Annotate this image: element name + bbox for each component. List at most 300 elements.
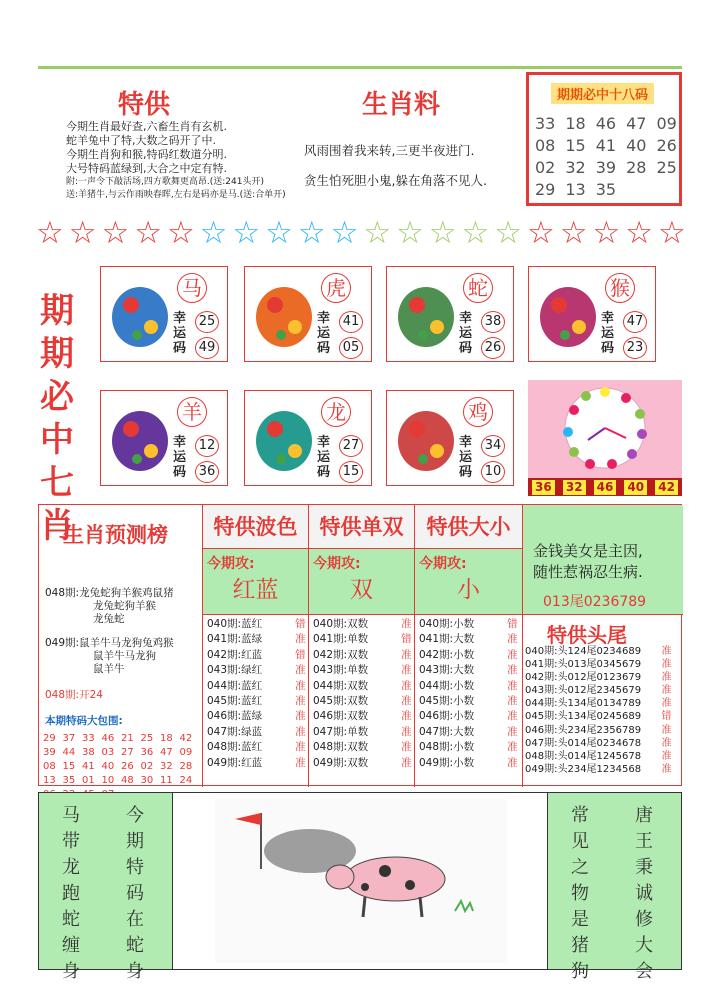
result-mark: 准 — [661, 737, 672, 749]
history-row — [207, 663, 306, 678]
package-number: 21 — [121, 733, 134, 744]
poem-char: 是 — [571, 909, 589, 930]
period-label: 046期: — [313, 710, 348, 723]
daxiao-attack-box — [415, 549, 522, 615]
period-value: 红蓝 — [241, 756, 263, 769]
star-row — [36, 216, 686, 250]
pig-illustration — [215, 799, 507, 963]
toutai-poem-box — [523, 505, 683, 615]
result-mark: 准 — [661, 646, 672, 657]
history-row — [207, 725, 306, 740]
star-icon: ☆ — [36, 215, 64, 251]
period-value: 单数 — [347, 664, 369, 677]
period-label: 049期: — [313, 756, 348, 769]
star-icon: ☆ — [657, 215, 686, 251]
history-row — [419, 663, 518, 678]
box18-number: 40 — [626, 136, 647, 155]
toutai-rows — [525, 645, 671, 776]
history-row — [525, 737, 671, 750]
papercut-art — [393, 275, 459, 353]
forecast-result: 048期:开24 — [45, 689, 103, 701]
forecast-record — [45, 587, 174, 626]
lucky-number: 05 — [339, 337, 363, 359]
star-icon: ☆ — [592, 215, 621, 251]
zodiac-card-羊 — [100, 390, 228, 486]
period-label: 040期: — [419, 618, 454, 630]
result-mark: 准 — [507, 679, 518, 692]
papercut-art — [535, 275, 601, 353]
history-row — [419, 632, 518, 647]
period-value: 小数 — [453, 679, 475, 692]
forecast-record — [45, 637, 174, 676]
period-value: 蓝绿 — [241, 633, 263, 646]
period-label: 042期: — [313, 648, 348, 661]
period-label: 047期: — [207, 725, 242, 738]
period-value: 大数 — [453, 664, 475, 677]
lucky-number: 49 — [195, 337, 219, 359]
history-row — [525, 658, 671, 671]
period-value: 蓝红 — [241, 679, 263, 692]
poem-char: 身 — [62, 961, 80, 982]
star-icon: ☆ — [494, 215, 523, 251]
result-mark: 准 — [507, 664, 518, 677]
toutai-poem — [533, 541, 643, 583]
period-label: 045期: — [207, 695, 242, 708]
result-mark: 准 — [401, 679, 412, 692]
period-value: 小数 — [453, 741, 475, 754]
lucky-number: 34 — [481, 435, 505, 457]
danshuang-column — [309, 505, 415, 787]
package-number: 11 — [160, 775, 173, 786]
zodiac-card-蛇 — [386, 266, 514, 362]
poem-column — [570, 803, 590, 985]
package-number: 18 — [160, 733, 173, 744]
period-label: 041期: — [525, 659, 558, 671]
period-label: 048期: — [207, 741, 242, 754]
period-label: 048期: — [313, 741, 348, 754]
history-row — [419, 648, 518, 663]
star-icon: ☆ — [265, 215, 293, 251]
zodiac-name: 马 — [177, 273, 207, 303]
result-mark: 错 — [507, 618, 518, 630]
period-label: 047期: — [313, 725, 348, 738]
result-mark: 准 — [507, 695, 518, 708]
result-mark: 准 — [507, 725, 518, 738]
tegong-title: 特供 — [118, 90, 171, 120]
history-row — [419, 709, 518, 724]
period-label: 048期: — [525, 750, 558, 762]
history-row — [313, 663, 412, 678]
zodiac-card-龙 — [244, 390, 372, 486]
package-number: 10 — [101, 775, 115, 786]
box18-number: 32 — [565, 158, 586, 177]
period-value: 红蓝 — [241, 648, 263, 661]
clock-number-band — [528, 478, 682, 496]
period-value: 小数 — [453, 618, 475, 630]
package-number: 03 — [101, 747, 115, 758]
big-package-title: 本期特码大包围: — [45, 715, 123, 727]
zodiac-name: 鸡 — [463, 397, 493, 427]
box18-number: 28 — [626, 158, 647, 177]
poem-char: 诚 — [635, 883, 653, 904]
poem-char: 王 — [635, 831, 653, 852]
box18-number: 09 — [656, 114, 677, 133]
period-label: 044期: — [525, 698, 558, 710]
lucky-number: 36 — [195, 461, 219, 483]
package-number: 09 — [179, 747, 193, 758]
result-mark: 准 — [295, 741, 306, 754]
box18-number: 29 — [535, 180, 556, 199]
box18-number-list — [535, 113, 679, 201]
poem-char: 大 — [635, 935, 653, 956]
box18-number: 13 — [565, 180, 586, 199]
poem-char: 见 — [571, 831, 589, 852]
period-value: 蓝红 — [241, 618, 263, 630]
result-mark: 准 — [295, 633, 306, 646]
poem-line: 金钱美女是主因, — [533, 542, 643, 560]
package-number: 29 — [43, 733, 56, 744]
period-value: 绿蓝 — [241, 725, 263, 738]
poem-char: 马 — [62, 805, 80, 826]
result-mark: 准 — [507, 710, 518, 723]
result-mark: 错 — [661, 711, 672, 723]
attack-label: 今期攻: — [207, 556, 255, 572]
poem-char: 蛇 — [126, 935, 144, 956]
zodiac-name: 蛇 — [463, 273, 493, 303]
period-label: 042期: — [419, 648, 454, 661]
history-row — [525, 697, 671, 710]
period-label: 041期: — [313, 633, 348, 646]
box18-number: 25 — [656, 158, 677, 177]
period-value: 头012尾0123679 — [557, 672, 642, 684]
note-line: 送:羊猪牛,与云作雨映春晖,左右是码亦是马.(送:合单开) — [66, 190, 286, 200]
period-label: 043期: — [419, 664, 454, 677]
period-label: 045期: — [313, 695, 348, 708]
result-mark: 准 — [401, 648, 412, 661]
attack-label: 今期攻: — [313, 556, 361, 572]
result-mark: 准 — [401, 664, 412, 677]
period-value: 双数 — [347, 648, 369, 661]
period-value: 双数 — [347, 741, 369, 754]
forecast-title: 生肖预测榜 — [63, 523, 168, 547]
title-char: 肖 — [40, 506, 74, 546]
result-mark: 准 — [295, 679, 306, 692]
result-mark: 准 — [295, 710, 306, 723]
title-char: 期 — [40, 334, 74, 374]
bottom-panel — [38, 792, 682, 982]
history-row — [313, 709, 412, 724]
zodiac-name: 猴 — [605, 273, 635, 303]
box18-number: 15 — [565, 136, 586, 155]
result-mark: 错 — [295, 648, 306, 661]
star-icon: ☆ — [297, 215, 326, 251]
period-value: 头013尾0345679 — [557, 659, 642, 671]
box18-title: 期期必中十八码 — [551, 83, 654, 104]
package-number: 38 — [82, 747, 95, 758]
period-value: 单数 — [347, 725, 369, 738]
result-mark: 准 — [507, 756, 518, 769]
period-value: 蓝绿 — [241, 710, 263, 723]
poem-line: 随性惹祸忍生病. — [533, 563, 643, 581]
result-mark: 准 — [507, 648, 518, 661]
package-number: 28 — [179, 761, 193, 772]
poem-line: 贪生怕死胆小鬼,躲在角落不见人. — [304, 173, 487, 188]
package-number: 25 — [140, 733, 154, 744]
result-mark: 准 — [401, 618, 412, 630]
toutai-title: 特供头尾 — [547, 623, 627, 647]
tegong-poem — [66, 120, 286, 202]
toutai-tail: 013尾0236789 — [543, 594, 647, 610]
bottom-left-poem — [39, 793, 173, 982]
star-icon: ☆ — [232, 215, 261, 251]
lucky-number: 12 — [195, 435, 219, 457]
result-mark: 准 — [295, 664, 306, 677]
title-char: 七 — [40, 463, 74, 503]
history-row — [207, 709, 306, 724]
package-number: 37 — [62, 733, 76, 744]
period-label: 045期: — [419, 695, 454, 708]
shengxiao-title: 生肖料 — [362, 90, 441, 120]
package-number: 01 — [82, 775, 95, 786]
record-line: 鼠羊牛马龙狗 — [93, 650, 156, 662]
history-row — [525, 684, 671, 697]
package-number: 44 — [62, 747, 76, 758]
box18-number: 18 — [565, 114, 586, 133]
poem-char: 蛇 — [62, 909, 80, 930]
lucky-label: 幸运码 — [601, 311, 615, 356]
poem-char: 物 — [571, 883, 589, 904]
daxiao-title: 特供大小 — [415, 505, 522, 549]
star-icon: ☆ — [199, 215, 228, 251]
result-mark: 准 — [295, 695, 306, 708]
period-value: 大数 — [453, 725, 475, 738]
history-row — [207, 694, 306, 709]
box18-number: 46 — [595, 114, 617, 133]
period-label: 043期: — [525, 685, 558, 697]
record-label: 048期: — [45, 587, 80, 599]
period-value: 大数 — [453, 633, 475, 646]
papercut-art — [251, 399, 317, 477]
history-row — [207, 740, 306, 755]
bose-title: 特供波色 — [203, 505, 308, 549]
result-mark: 准 — [661, 685, 672, 697]
package-number: 32 — [160, 761, 173, 772]
zodiac-name: 羊 — [177, 397, 207, 427]
top-divider — [38, 66, 682, 69]
result-mark: 错 — [401, 633, 412, 646]
history-row — [207, 679, 306, 694]
history-row — [419, 740, 518, 755]
star-icon: ☆ — [166, 215, 195, 251]
lucky-label: 幸运码 — [459, 435, 473, 480]
title-char: 中 — [40, 420, 74, 460]
period-value: 双数 — [347, 679, 369, 692]
poem-char: 龙 — [62, 857, 80, 878]
period-label: 043期: — [313, 664, 348, 677]
lucky-number: 38 — [481, 311, 505, 333]
period-value: 小数 — [453, 695, 475, 708]
history-row — [207, 617, 306, 632]
bose-column — [203, 505, 309, 787]
poem-char: 修 — [635, 909, 653, 930]
box18-number: 33 — [535, 114, 556, 133]
poem-char: 带 — [62, 831, 80, 852]
package-number: 41 — [82, 761, 95, 772]
clock-panel — [528, 380, 682, 496]
period-value: 小数 — [453, 710, 475, 723]
lucky-label: 幸运码 — [173, 435, 187, 480]
history-row — [313, 617, 412, 632]
poem-line: 蛇羊兔中了特,大数之码开了中. — [66, 134, 216, 147]
period-label: 041期: — [419, 633, 454, 646]
history-row — [419, 756, 518, 771]
zodiac-card-鸡 — [386, 390, 514, 486]
attack-pick: 红蓝 — [232, 577, 279, 603]
period-label: 049期: — [419, 756, 454, 769]
poem-column — [61, 803, 81, 985]
result-mark: 准 — [295, 756, 306, 769]
poem-char: 缠 — [62, 935, 80, 956]
title-char: 必 — [40, 377, 74, 417]
result-mark: 准 — [661, 763, 672, 775]
lucky-number: 23 — [623, 337, 647, 359]
result-mark: 准 — [661, 672, 672, 684]
main-grid — [38, 504, 682, 786]
result-mark: 准 — [661, 659, 672, 671]
package-number: 08 — [43, 761, 56, 772]
period-label: 046期: — [207, 710, 242, 723]
papercut-art — [251, 275, 317, 353]
package-number: 13 — [43, 775, 56, 786]
poem-char: 常 — [571, 805, 589, 826]
history-row — [313, 694, 412, 709]
papercut-art — [107, 399, 173, 477]
package-number: 30 — [140, 775, 154, 786]
period-label: 045期: — [525, 711, 558, 723]
danshuang-rows — [313, 617, 412, 771]
star-icon: ☆ — [559, 215, 588, 251]
period-value: 小数 — [453, 756, 475, 769]
poem-char: 之 — [571, 857, 589, 878]
poem-char: 在 — [126, 909, 144, 930]
star-icon: ☆ — [363, 215, 392, 251]
period-label: 048期: — [419, 741, 454, 754]
history-row — [419, 694, 518, 709]
period-value: 头134尾0134789 — [557, 698, 642, 710]
package-number: 27 — [121, 747, 134, 758]
package-number: 02 — [140, 761, 154, 772]
history-row — [313, 679, 412, 694]
package-number: 48 — [121, 775, 134, 786]
period-label: 047期: — [419, 725, 454, 738]
package-number: 40 — [101, 761, 115, 772]
period-value: 蓝红 — [241, 695, 263, 708]
poem-char: 特 — [126, 857, 144, 878]
result-mark: 错 — [295, 618, 306, 630]
note-line: 附:一声令下敲活场,四方歌舞更高昂.(送:241头开) — [66, 177, 264, 187]
history-row — [525, 724, 671, 737]
clock-number: 40 — [624, 480, 647, 495]
period-label: 046期: — [525, 724, 558, 736]
period-value: 双数 — [347, 756, 369, 769]
period-label: 043期: — [207, 664, 242, 677]
toutai-column — [523, 505, 683, 787]
box18-number: 47 — [626, 114, 647, 133]
period-label: 040期: — [207, 618, 242, 630]
zodiac-name: 虎 — [321, 273, 351, 303]
result-mark: 准 — [401, 710, 412, 723]
history-row — [525, 750, 671, 763]
package-number: 24 — [179, 775, 193, 786]
period-value: 头012尾2345679 — [557, 685, 642, 697]
result-mark: 准 — [401, 756, 412, 769]
poem-char: 期 — [126, 831, 144, 852]
period-label: 042期: — [525, 672, 558, 684]
eighteen-numbers-box — [526, 72, 682, 206]
poem-char: 狗 — [571, 961, 589, 982]
history-row — [313, 756, 412, 771]
result-mark: 准 — [661, 750, 672, 762]
period-label: 041期: — [207, 633, 242, 646]
star-icon: ☆ — [527, 215, 555, 251]
clock-icon — [528, 380, 682, 478]
history-row — [525, 710, 671, 723]
lucky-label: 幸运码 — [173, 311, 187, 356]
history-row — [207, 648, 306, 663]
poem-char: 码 — [126, 883, 144, 904]
result-mark: 准 — [661, 698, 672, 710]
lucky-label: 幸运码 — [317, 311, 331, 356]
result-mark: 准 — [401, 741, 412, 754]
poem-char: 身 — [126, 961, 144, 982]
period-value: 头014尾1245678 — [557, 750, 642, 762]
history-row — [313, 740, 412, 755]
bottom-right-poem — [547, 793, 681, 982]
poem-line: 风雨围着我来转,三更半夜进门. — [304, 143, 475, 158]
box18-number: 39 — [595, 158, 617, 177]
poem-line: 大号特码蓝绿到,大合之中定有特. — [66, 162, 227, 175]
package-number: 26 — [121, 761, 134, 772]
box18-number: 26 — [656, 136, 677, 155]
zodiac-card-虎 — [244, 266, 372, 362]
danshuang-title: 特供单双 — [309, 505, 414, 549]
poem-char: 今 — [126, 805, 144, 826]
period-label: 049期: — [525, 763, 558, 775]
history-row — [313, 648, 412, 663]
package-number: 46 — [101, 733, 115, 744]
star-icon: ☆ — [330, 215, 359, 251]
poem-line: 今期生肖最好查,六畜生肖有玄机. — [66, 120, 227, 133]
period-value: 双数 — [347, 618, 369, 630]
history-row — [525, 763, 671, 776]
box18-number: 02 — [535, 158, 556, 177]
attack-pick: 双 — [350, 577, 373, 603]
period-label: 046期: — [419, 710, 454, 723]
lucky-number: 10 — [481, 461, 505, 483]
period-label: 044期: — [313, 679, 348, 692]
package-number: 15 — [62, 761, 76, 772]
package-number: 33 — [82, 733, 95, 744]
lucky-number: 47 — [623, 311, 647, 333]
lucky-label: 幸运码 — [317, 435, 331, 480]
daxiao-column — [415, 505, 523, 787]
zodiac-name: 龙 — [321, 397, 351, 427]
box18-number: 35 — [595, 180, 617, 199]
record-line: 鼠羊牛 — [93, 663, 125, 675]
period-value: 头134尾0245689 — [557, 711, 642, 723]
history-row — [525, 645, 671, 658]
clock-number: 32 — [563, 480, 586, 495]
